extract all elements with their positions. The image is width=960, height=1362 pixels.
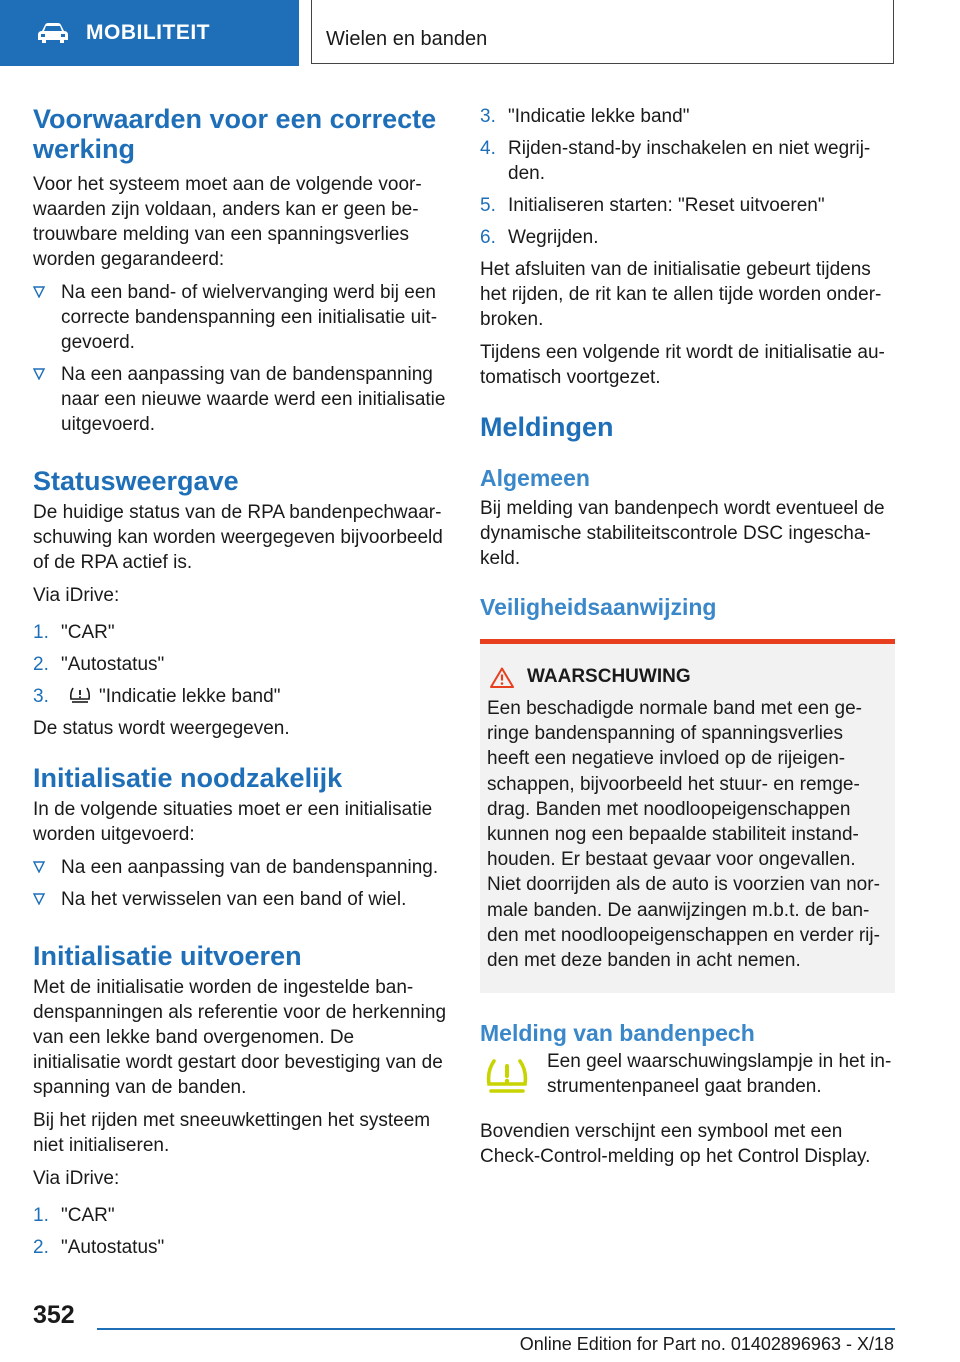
list-item-text: Na een aanpassing van de bandenspanning. <box>61 857 439 878</box>
footer-edition: Online Edition for Part no. 01402896963 - X/18 <box>519 1334 894 1354</box>
heading-conditions: Voorwaarden voor een correcte werking <box>33 104 437 164</box>
heading-messages: Meldingen <box>480 412 614 442</box>
step-number: 4. <box>480 138 496 159</box>
step-number: 6. <box>480 227 496 248</box>
step-number: 3. <box>33 686 49 707</box>
paragraph-init-perform: Met de initialisatie worden de ingestelde bandenspanningen als referentie voor de herkenning van een lekke band overgenomen. De initialisatie wordt gestart door bevestiging van de spanning van de banden. <box>33 977 447 1098</box>
step-number: 1. <box>33 1205 49 1226</box>
list-item <box>33 684 447 709</box>
step-text: Wegrijden. <box>508 227 599 248</box>
paragraph-status-shown: De status wordt weergegeven. <box>33 718 290 739</box>
list-item <box>33 1235 447 1260</box>
heading-init-required: Initialisatie noodzakelijk <box>33 763 343 793</box>
step-text: "Indicatie lekke band" <box>508 106 690 127</box>
conditions-list <box>33 280 447 437</box>
list-item <box>480 225 895 250</box>
triangle-bullet-icon <box>33 368 45 380</box>
step-text: Initialiseren starten: "Reset uitvoeren" <box>508 195 825 216</box>
list-item <box>480 193 895 218</box>
section-title: MOBILITEIT <box>86 21 210 44</box>
list-item-text: Na een band- of wielvervanging werd bij een correcte bandenspanning een initialisatie uitgevoerd. <box>61 282 438 353</box>
perform-steps-continued <box>480 104 895 250</box>
list-item-text: Na het verwisselen van een band of wiel. <box>61 889 407 910</box>
via-idrive-2: Via iDrive: <box>33 1168 120 1189</box>
paragraph-conditions: Voor het systeem moet aan de volgende voorwaarden zijn voldaan, anders kan er geen betrouwbare melding van een spanningsverlies worden gegarandeerd: <box>33 174 422 270</box>
list-item <box>33 855 447 880</box>
paragraph-flat-symbol: Bovendien verschijnt een symbool met een Check-Control-melding op het Control Display. <box>480 1121 871 1168</box>
heading-general: Algemeen <box>480 465 590 491</box>
list-item <box>33 362 447 437</box>
step-text: "Autostatus" <box>61 1237 165 1258</box>
chapter-header <box>311 0 894 64</box>
tire-pressure-icon <box>67 685 93 705</box>
chapter-title: Wielen en banden <box>326 28 488 50</box>
warning-triangle-icon <box>490 667 514 688</box>
step-number: 2. <box>33 654 49 675</box>
section-tab <box>0 0 299 66</box>
flat-tire-notice <box>480 1049 895 1099</box>
footer-divider <box>97 1328 895 1330</box>
paragraph-continue: Tijdens een volgende rit wordt de initialisatie automatisch voortgezet. <box>480 342 885 388</box>
heading-status: Statusweergave <box>33 466 239 496</box>
paragraph-status: De huidige status van de RPA bandenpechwaarschuwing kan worden weergegeven bijvoorbeeld of de RPA actief is. <box>33 502 443 573</box>
step-text: "Autostatus" <box>61 654 165 675</box>
step-number: 1. <box>33 622 49 643</box>
warning-box <box>480 639 895 993</box>
car-icon <box>36 22 70 44</box>
triangle-bullet-icon <box>33 286 45 298</box>
list-item <box>480 104 895 129</box>
step-text: Rijden-stand-by inschakelen en niet wegrijden. <box>508 138 871 184</box>
paragraph-general: Bij melding van bandenpech wordt eventueel de dynamische stabiliteitscontrole DSC ingeschakeld. <box>480 498 885 569</box>
list-item-text: Na een aanpassing van de bandenspanning naar een nieuwe waarde werd een initialisatie uitgevoerd. <box>61 364 446 435</box>
status-steps <box>33 620 447 709</box>
paragraph-init-required: In de volgende situaties moet er een initialisatie worden uitgevoerd: <box>33 799 433 845</box>
list-item <box>33 280 447 355</box>
step-number: 3. <box>480 106 496 127</box>
via-idrive: Via iDrive: <box>33 585 120 606</box>
list-item <box>33 887 447 912</box>
perform-steps <box>33 1203 447 1260</box>
triangle-bullet-icon <box>33 861 45 873</box>
step-text: "CAR" <box>61 1205 115 1226</box>
paragraph-completion: Het afsluiten van de initialisatie gebeurt tijdens het rijden, de rit kan te allen tijde worden onderbroken. <box>480 259 882 330</box>
warning-text: Een beschadigde normale band met een geringe bandenspanning of spanningsverlies heeft een negatieve invloed op de rijeigenschappen, bijvoorbeeld het stuur- en remgedrag. Banden met noodloopeigenschappen kunnen nog een bepaalde stabiliteit instandhouden. Er bestaat gevaar voor ongevallen. Niet doorrijden als de auto is voorzien van normale banden. De aanwijzingen m.b.t. de banden met noodloopeigenschappen en verder rijden met deze banden in acht nemen. <box>487 698 880 972</box>
heading-init-perform: Initialisatie uitvoeren <box>33 941 302 971</box>
heading-flat-tire: Melding van bandenpech <box>480 1020 755 1047</box>
heading-safety: Veiligheidsaanwijzing <box>480 594 717 620</box>
left-column <box>33 104 447 1267</box>
page-number: 352 <box>33 1301 75 1329</box>
required-list <box>33 855 447 912</box>
list-item <box>480 136 895 186</box>
step-number: 2. <box>33 1237 49 1258</box>
list-item <box>33 620 447 645</box>
right-column <box>480 104 895 1169</box>
warning-title <box>487 666 888 688</box>
list-item <box>33 652 447 677</box>
paragraph-snow-chains: Bij het rijden met sneeuwkettingen het systeem niet initialiseren. <box>33 1110 431 1156</box>
list-item <box>33 1203 447 1228</box>
warning-title-text: WAARSCHUWING <box>527 666 691 687</box>
step-text: "CAR" <box>61 622 115 643</box>
triangle-bullet-icon <box>33 893 45 905</box>
paragraph-flat-lamp: Een geel waarschuwingslampje in het instrumentenpaneel gaat branden. <box>547 1051 892 1098</box>
step-text: "Indicatie lekke band" <box>99 686 281 707</box>
step-number: 5. <box>480 195 496 216</box>
tire-warning-lamp-icon <box>483 1057 531 1097</box>
